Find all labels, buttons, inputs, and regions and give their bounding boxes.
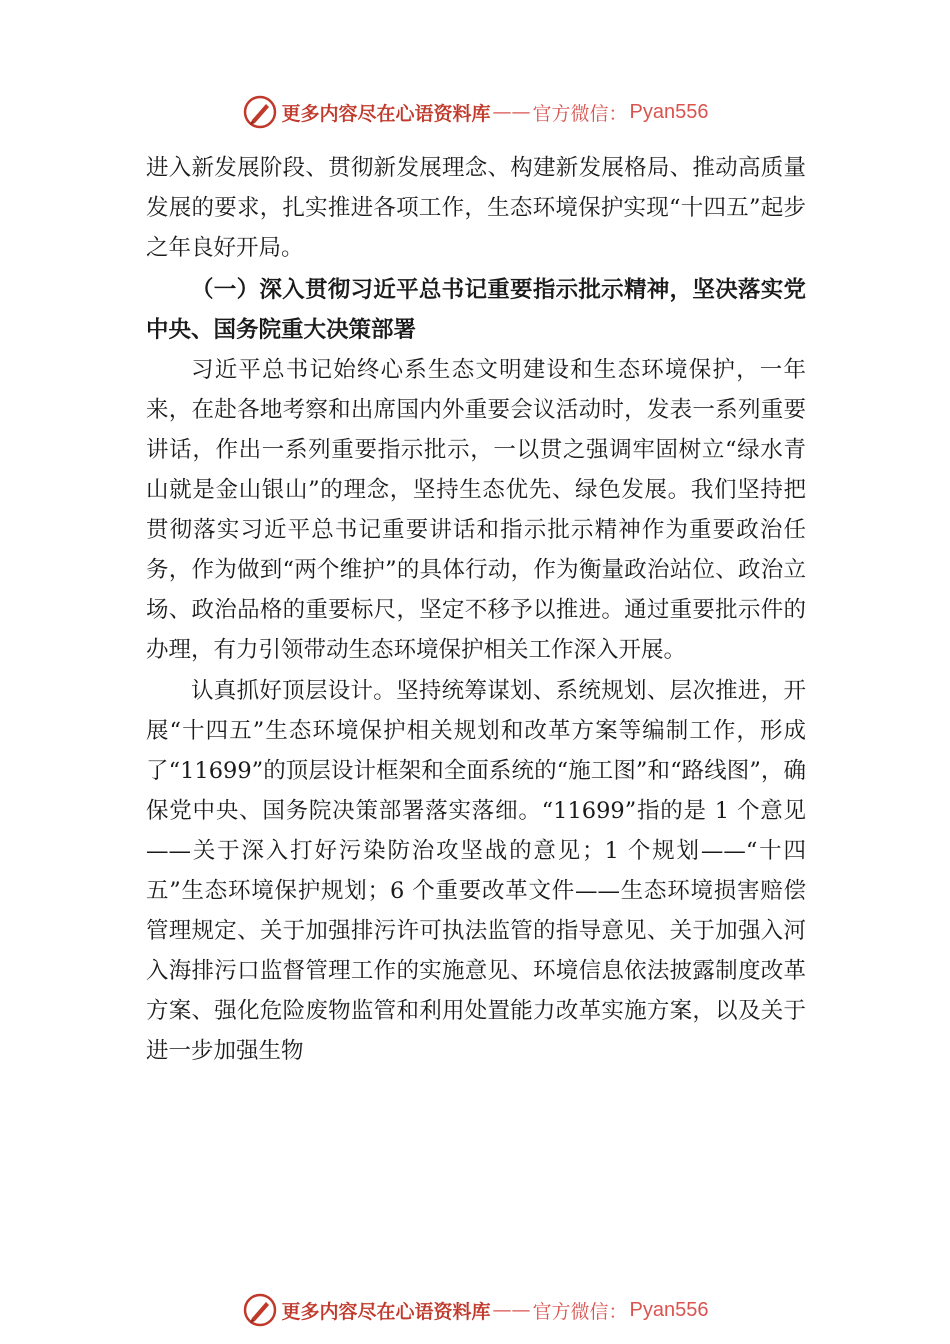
- header-watermark: [0, 92, 950, 132]
- pen-logo-icon: [242, 1292, 278, 1328]
- watermark-brand: 更多内容尽在心语资料库: [281, 102, 491, 125]
- watermark-wechat-id: Pyan556: [629, 100, 709, 123]
- pen-logo-icon: [242, 94, 278, 130]
- watermark-label: 官方微信：: [532, 1300, 628, 1323]
- watermark-wechat-id: Pyan556: [629, 1298, 709, 1321]
- watermark-label: 官方微信：: [532, 102, 628, 125]
- watermark-dash: ——: [492, 101, 531, 123]
- paragraph-top-level-design: 认真抓好顶层设计。坚持统筹谋划、系统规划、层次推进，开展“十四五”生态环境保护相关规划和改革方案等编制工作，形成了“11699”的顶层设计框架和全面系统的“施工图”和“路线图”，确保党中央、国务院决策部署落实落细。“11699”指的是 1 个意见——关于深入打好污染防治攻坚战的意见；1 个规划——“十四五”生态环境保护规划；6 个重要改革文件——生态环境损害赔偿管理规定、关于加强排污许可执法监管的指导意见、关于加强入河入海排污口监督管理工作的实施意见、环境信息依法披露制度改革方案、强化危险废物监管和利用处置能力改革实施方案，以及关于进一步加强生物: [146, 678, 806, 1064]
- watermark-brand: 更多内容尽在心语资料库: [281, 1300, 491, 1323]
- paragraph-intro-continuation: 进入新发展阶段、贯彻新发展理念、构建新发展格局、推动高质量发展的要求，扎实推进各项工作，生态环境保护实现“十四五”起步之年良好开局。: [146, 155, 806, 261]
- footer-watermark: [0, 1290, 950, 1330]
- document-body: [146, 148, 806, 1071]
- section-heading: （一）深入贯彻习近平总书记重要指示批示精神，坚决落实党中央、国务院重大决策部署: [146, 277, 806, 343]
- watermark-dash: ——: [492, 1299, 531, 1321]
- paragraph-body: 习近平总书记始终心系生态文明建设和生态环境保护，一年来，在赴各地考察和出席国内外重要会议活动时，发表一系列重要讲话，作出一系列重要指示批示，一以贯之强调牢固树立“绿水青山就是金山银山”的理念，坚持生态优先、绿色发展。我们坚持把贯彻落实习近平总书记重要讲话和指示批示精神作为重要政治任务，作为做到“两个维护”的具体行动，作为衡量政治站位、政治立场、政治品格的重要标尺，坚定不移予以推进。通过重要批示件的办理，有力引领带动生态环境保护相关工作深入开展。: [146, 357, 806, 663]
